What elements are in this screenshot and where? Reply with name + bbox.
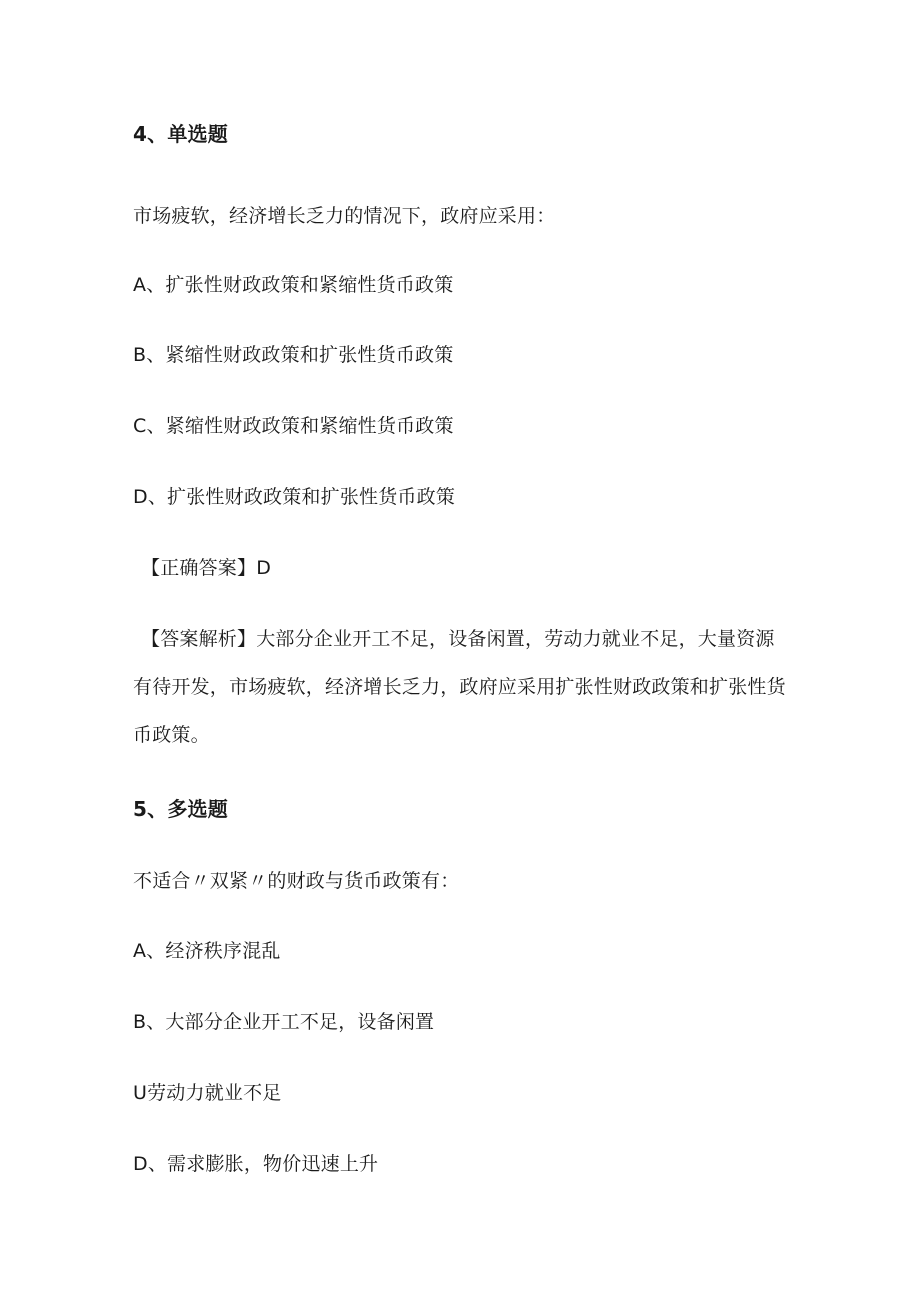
question-4-answer-analysis: 【答案解析】大部分企业开工不足，设备闲置，劳动力就业不足，大量资源有待开发，市场疲软，经济增长乏力，政府应采用扩张性财政政策和扩张性货币政策。: [133, 628, 786, 746]
question-4-option-a: A、扩张性财政政策和紧缩性货币政策: [133, 274, 454, 296]
question-4-option-b: B、紧缩性财政政策和扩张性货币政策: [133, 344, 454, 366]
question-4-stem: 市场疲软，经济增长乏力的情况下，政府应采用：: [133, 205, 556, 227]
question-4-heading: 4、单选题: [133, 122, 228, 146]
question-5-heading: 5、多选题: [133, 797, 228, 821]
question-5-option-d: D、需求膨胀，物价迅速上升: [133, 1153, 379, 1175]
question-5-option-b: B、大部分企业开工不足，设备闲置: [133, 1011, 435, 1033]
question-5-stem: 不适合〃双紧〃的财政与货币政策有：: [133, 870, 460, 892]
question-4-correct-answer: 【正确答案】D: [141, 557, 272, 579]
question-4-option-d: D、扩张性财政政策和扩张性货币政策: [133, 486, 456, 508]
question-4-option-c: C、紧缩性财政政策和紧缩性货币政策: [133, 415, 454, 437]
question-5-option-a: A、经济秩序混乱: [133, 940, 281, 962]
question-5-option-c: U劳动力就业不足: [133, 1082, 282, 1104]
